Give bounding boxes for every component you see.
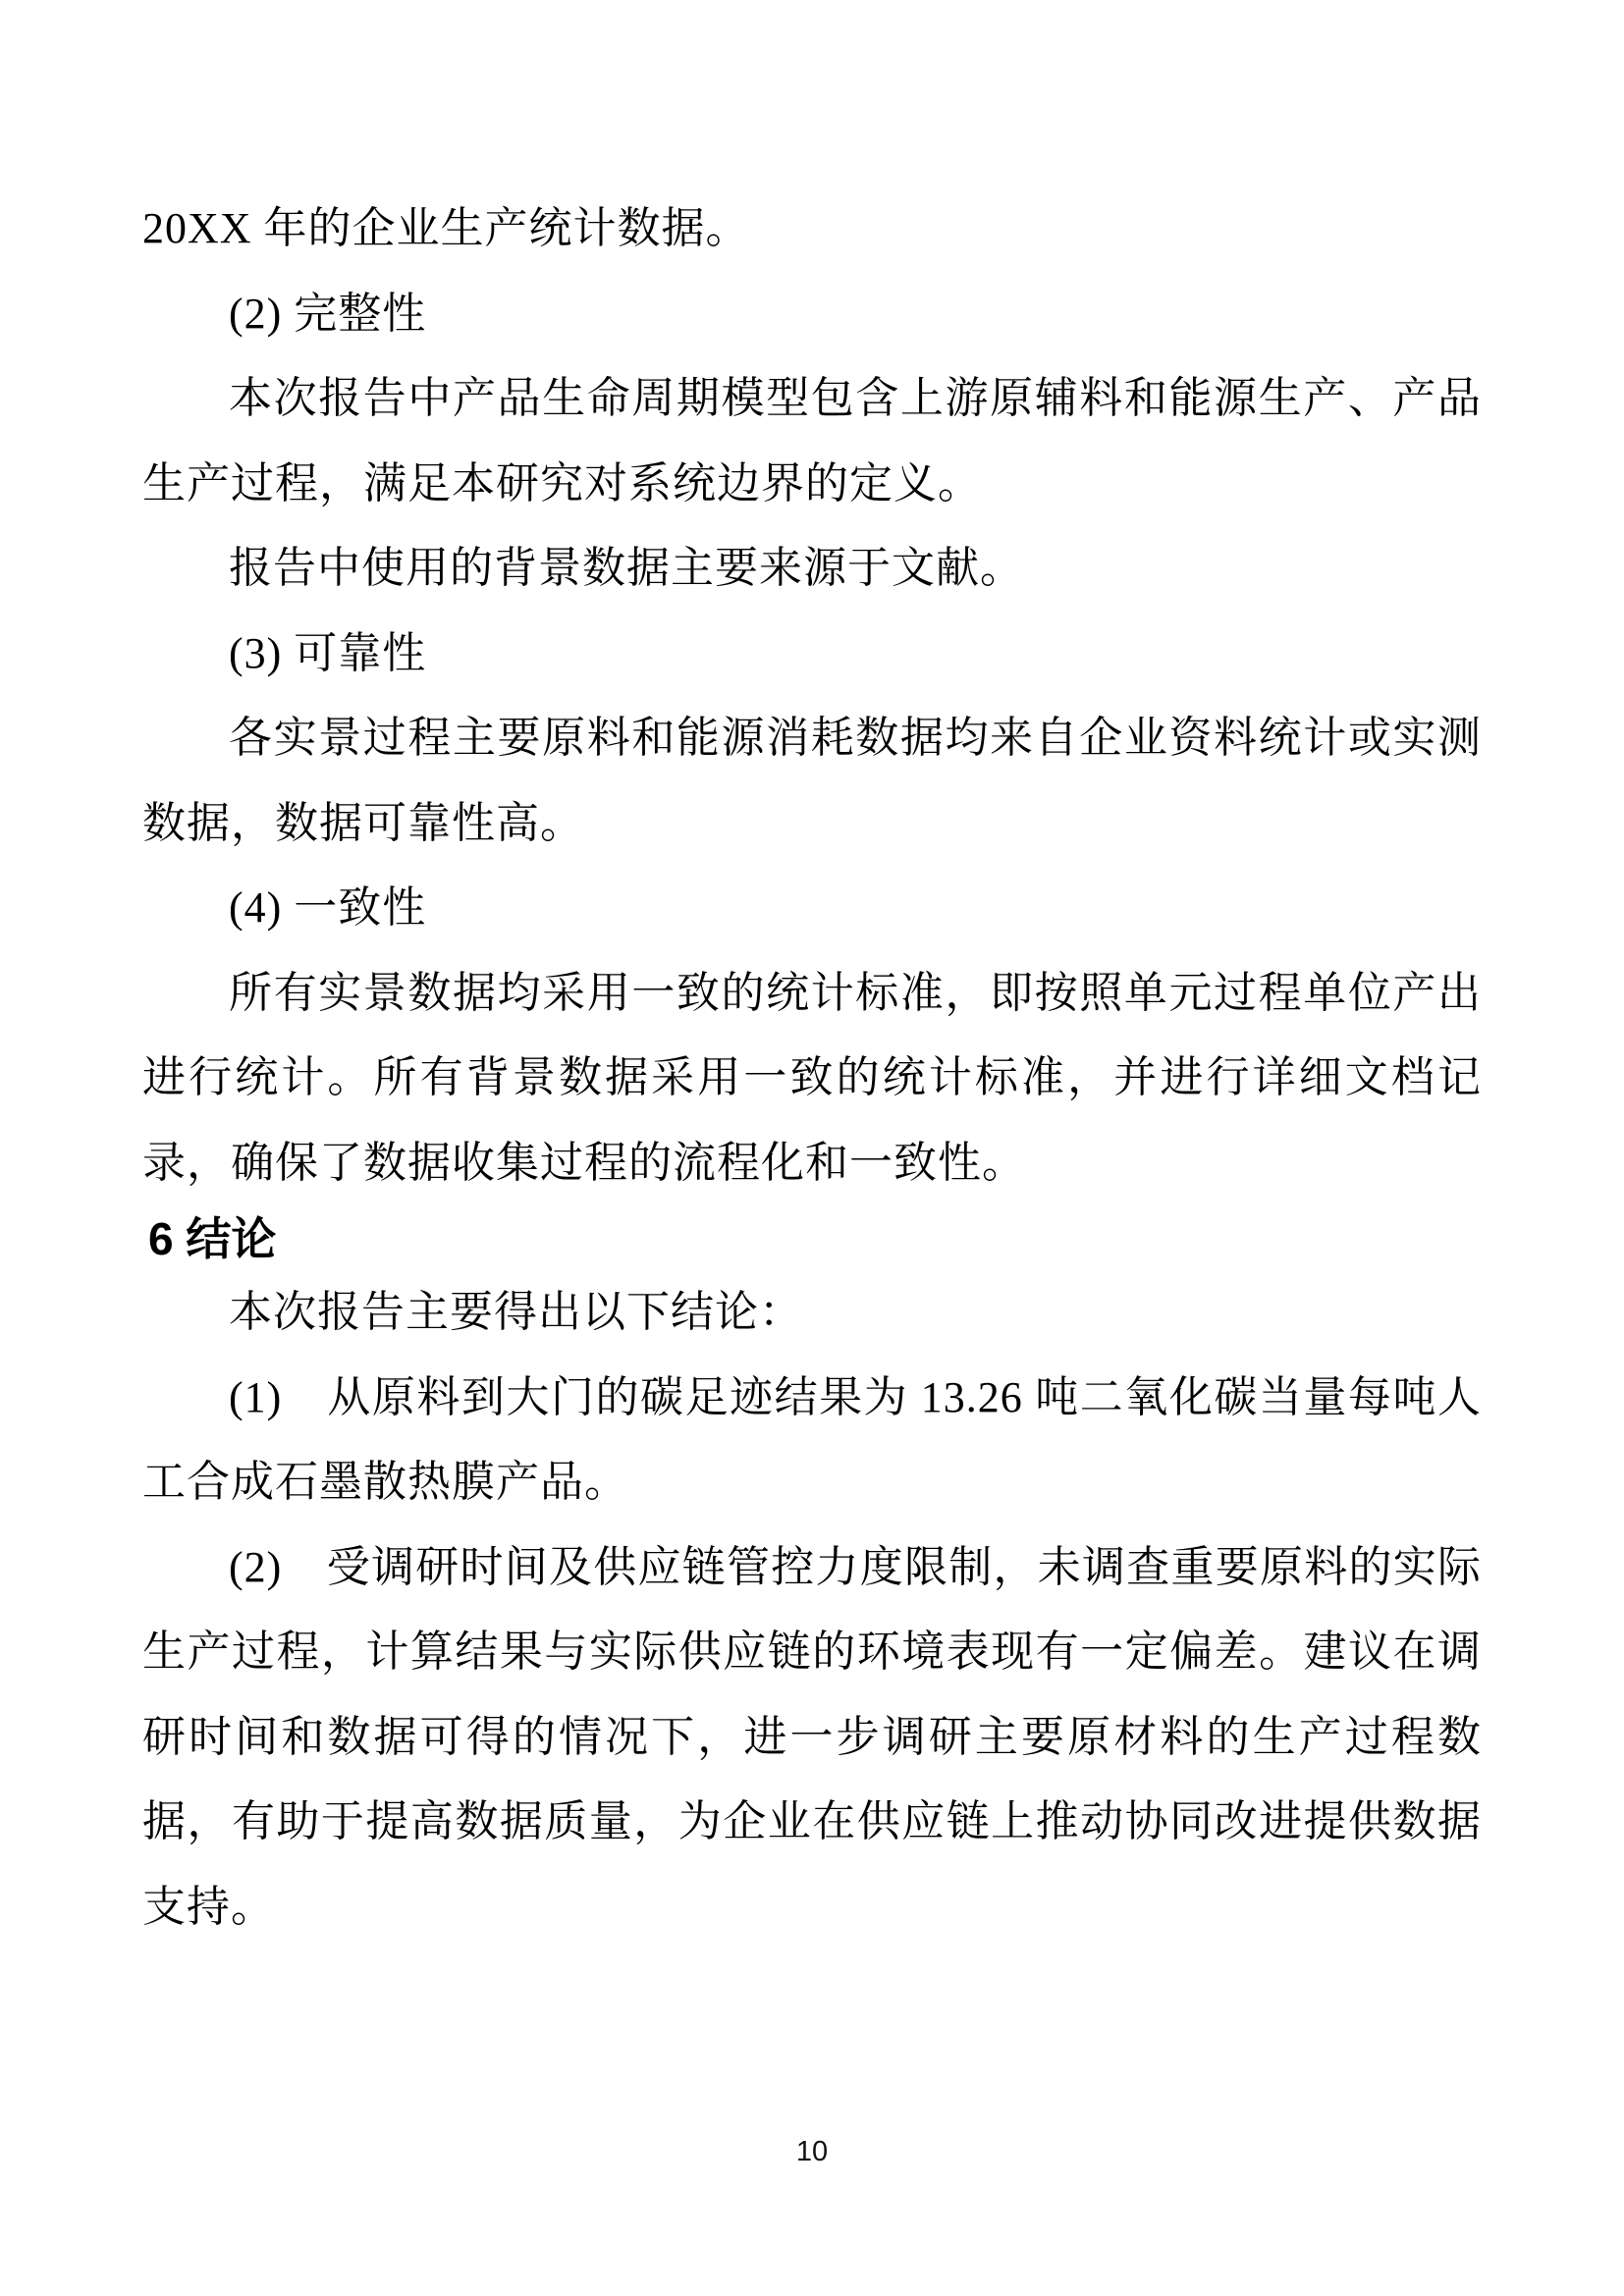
paragraph: 报告中使用的背景数据主要来源于文献。	[229, 544, 1024, 592]
paragraph: 本次报告主要得出以下结论：	[229, 1288, 803, 1336]
page-number: 10	[795, 2136, 829, 2167]
paragraph: 本次报告中产品生命周期模型包含上游原辅料和能源生产、产品生产过程，满足本研究对系统边界的定义。	[142, 374, 1482, 507]
paragraph: 各实景过程主要原料和能源消耗数据均来自企业资料统计或实测数据，数据可靠性高。	[142, 714, 1482, 847]
document-body	[142, 187, 1482, 1949]
paragraph: (2) 完整性	[229, 289, 427, 338]
page-footer	[0, 2136, 1624, 2168]
paragraph: (1) 从原料到大门的碳足迹结果为 13.26 吨二氧化碳当量每吨人工合成石墨散热膜产品。	[142, 1372, 1482, 1506]
paragraph: (4) 一致性	[229, 883, 427, 932]
paragraph: 所有实景数据均采用一致的统计标准，即按照单元过程单位产出进行统计。所有背景数据采用一致的统计标准，并进行详细文档记录，确保了数据收集过程的流程化和一致性。	[142, 968, 1482, 1187]
paragraph: 20XX 年的企业生产统计数据。	[142, 204, 750, 252]
section-heading: 6 结论	[148, 1213, 277, 1264]
paragraph: (3) 可靠性	[229, 628, 427, 677]
paragraph: (2) 受调研时间及供应链管控力度限制，未调查重要原料的实际生产过程，计算结果与实际供应链的环境表现有一定偏差。建议在调研时间和数据可得的情况下，进一步调研主要原材料的生产过程数据，有助于提高数据质量，为企业在供应链上推动协同改进提供数据支持。	[142, 1542, 1482, 1931]
